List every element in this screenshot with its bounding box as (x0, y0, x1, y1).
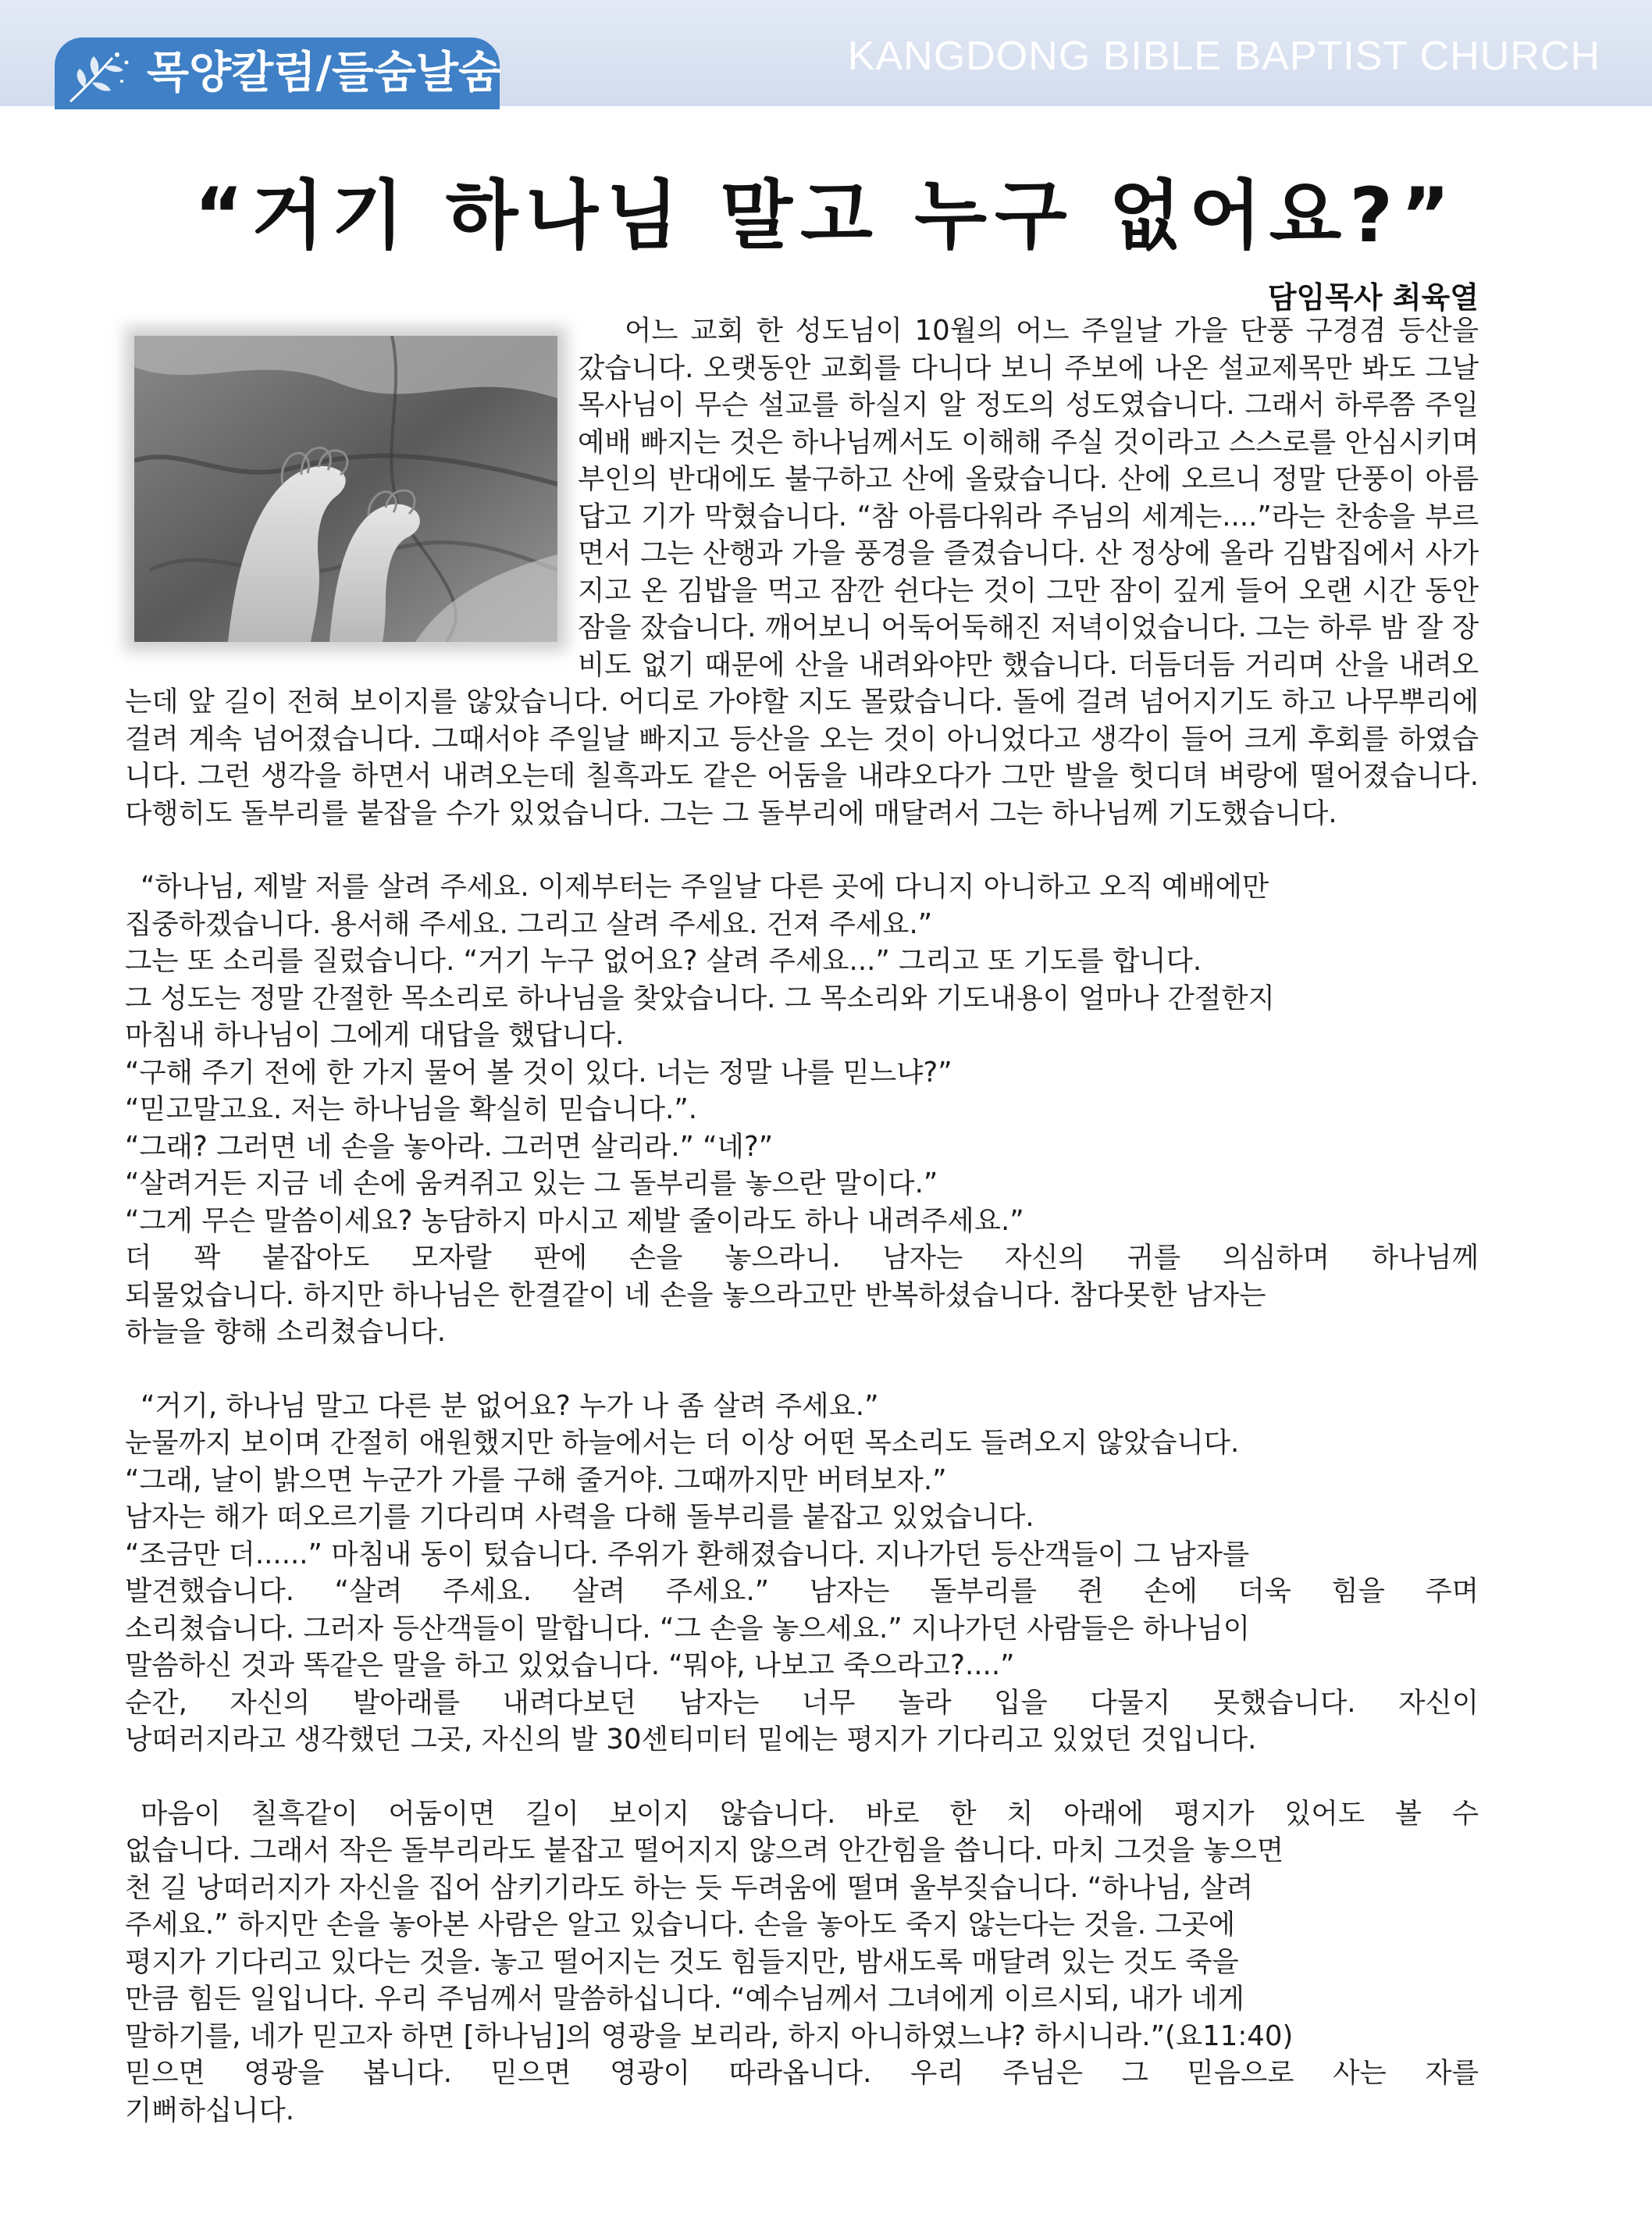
text-line: 말씀하신 것과 똑같은 말을 하고 있었습니다. “뭐야, 나보고 죽으라고?....” (125, 1649, 1015, 1681)
text-line: “하나님, 제발 저를 살려 주세요. 이제부터는 주일날 다른 곳에 다니지 아니하고 오직 예배에만 (141, 871, 1269, 903)
text-line: “거기, 하나님 말고 다른 분 없어요? 누가 나 좀 살려 주세요.” (141, 1389, 879, 1422)
text-line: “조금만 더......” 마침내 동이 텄습니다. 주위가 환해졌습니다. 지나가던 등산객들이 그 남자를 (125, 1538, 1250, 1570)
text-line: 순간, 자신의 발아래를 내려다보던 남자는 너무 놀라 입을 다물지 못했습니다. 자신이 (125, 1686, 1479, 1719)
section-label: 목양칼럼/들숨날숨 (147, 48, 501, 98)
text-line: 더 꽉 붙잡아도 모자랄 판에 손을 놓으라니. 남자는 자신의 귀를 의심하며 하나님께 (125, 1242, 1479, 1274)
text-line: 만큼 힘든 일입니다. 우리 주님께서 말씀하십니다. “예수님께서 그녀에게 이르시되, 내가 네게 (125, 1983, 1244, 2015)
dialogue-section (125, 868, 1479, 1351)
text-line: “그래, 날이 밝으면 누군가 가를 구해 줄거야. 그때까지만 버텨보자.” (125, 1463, 947, 1496)
text-line: 천 길 낭떠러지가 자신을 집어 삼키기라도 하는 듯 두려움에 떨며 울부짖습니다. “하나님, 살려 (125, 1871, 1254, 1904)
text-line: 평지가 기다리고 있다는 것을. 놓고 떨어지는 것도 힘들지만, 밤새도록 매달려 있는 것도 죽을 (125, 1945, 1239, 1978)
text-line: 되물었습니다. 하지만 하나님은 한결같이 네 손을 놓으라고만 반복하셨습니다. 참다못한 남자는 (125, 1278, 1266, 1311)
text-line: 하늘을 향해 소리쳤습니다. (125, 1316, 447, 1348)
section-tab (55, 37, 500, 109)
text-line: 집중하겠습니다. 용서해 주세요. 그리고 살려 주세요. 건져 주세요.” (125, 907, 933, 940)
text-line: 기뻐하십니다. (125, 2094, 295, 2126)
text-line: “구해 주기 전에 한 가지 물어 볼 것이 있다. 너는 정말 나를 믿느냐?” (125, 1056, 952, 1089)
text-line: “살려거든 지금 네 손에 움켜쥐고 있는 그 돌부리를 놓으란 말이다.” (125, 1167, 938, 1199)
text-line: 소리쳤습니다. 그러자 등산객들이 말합니다. “그 손을 놓으세요.” 지나가던 사람들은 하나님이 (125, 1612, 1251, 1645)
text-line: 낭떠러지라고 생각했던 그곳, 자신의 발 30센티미터 밑에는 평지가 기다리고 있었던 것입니다. (125, 1723, 1257, 1756)
text-line: 눈물까지 보이며 간절히 애원했지만 하늘에서는 더 이상 어떤 목소리도 들려오지 않았습니다. (125, 1427, 1240, 1459)
text-line: 발견했습니다. “살려 주세요. 살려 주세요.” 남자는 돌부리를 쥔 손에 더욱 힘을 주며 (125, 1575, 1479, 1607)
photo-wrap-space (125, 312, 578, 650)
text-line: 남자는 해가 떠오르기를 기다리며 사력을 다해 돌부리를 붙잡고 있었습니다. (125, 1501, 1034, 1533)
article-body (125, 312, 1479, 2129)
text-line: 말하기를, 네가 믿고자 하면 [하나님]의 영광을 보리라, 하지 아니하였느냐? 하시니라.”(요11:40) (125, 2019, 1294, 2052)
text-line: 없습니다. 그래서 작은 돌부리라도 붙잡고 떨어지지 않으려 안간힘을 씁니다. 마치 그것을 놓으면 (125, 1834, 1284, 1866)
text-line: “그게 무슨 말씀이세요? 농담하지 마시고 제발 줄이라도 하나 내려주세요.” (125, 1204, 1024, 1237)
church-name: KANGDONG BIBLE BAPTIST CHURCH (847, 34, 1600, 79)
text-line: 마음이 칠흑같이 어둠이면 길이 보이지 않습니다. 바로 한 치 아래에 평지가 있어도 볼 수 (141, 1797, 1479, 1830)
outcome-section (125, 1388, 1479, 1759)
text-line: 그는 또 소리를 질렀습니다. “거기 누구 없어요? 살려 주세요...” 그리고 또 기도를 합니다. (125, 945, 1202, 977)
text-line: 믿으면 영광을 봅니다. 믿으면 영광이 따라옵니다. 우리 주님은 그 믿음으로 사는 자를 (125, 2057, 1479, 2089)
article-title: “거기 하나님 말고 누구 없어요?” (194, 172, 1458, 259)
text-line: “그래? 그러면 네 손을 놓아라. 그러면 살리라.” “네?” (125, 1130, 774, 1163)
text-line: 그 성도는 정말 간절한 목소리로 하나님을 찾았습니다. 그 목소리와 기도내용이 얼마나 간절한지 (125, 982, 1275, 1014)
conclusion-section (125, 1795, 1479, 2130)
text-line: 주세요.” 하지만 손을 놓아본 사람은 알고 있습니다. 손을 놓아도 죽지 않는다는 것을. 그곳에 (125, 1909, 1236, 1941)
leaf-sprig-icon (66, 47, 136, 106)
text-line: 마침내 하나님이 그에게 대답을 했답니다. (125, 1019, 625, 1051)
text-line: “믿고말고요. 저는 하나님을 확실히 믿습니다.”. (125, 1093, 698, 1125)
author-byline: 담임목사 최육열 (1267, 280, 1479, 315)
intro-text: 어느 교회 한 성도님이 10월의 어느 주일날 가을 단풍 구경겸 등산을 갔습니다. 오랫동안 교회를 다니다 보니 주보에 나온 설교제목만 봐도 그날 목사님이 무슨 설교를 하실지 알 정도의 성도였습니다. 그래서 하루쯤 주일예배 빠지는 것은 하나님께서도 이해해 주실 것이라고 스스로를 안심시키며 부인의 반대에도 불구하고 산에 올랐습니다. 산에 오르니 정말 단풍이 아름답고 기가 막혔습니다. “참 아름다워라 주님의 세계는....”라는 찬송을 부르면서 그는 산행과 가을 풍경을 즐겼습니다. 산 정상에 올라 김밥집에서 사가지고 온 김밥을 먹고 잠깐 쉰다는 것이 그만 잠이 깊게 들어 오랜 시간 동안 잠을 잤습니다. 깨어보니 어둑어둑해진 저녁이었습니다. 그는 하루 밤 잘 장비도 없기 때문에 산을 내려와야만 했습니다. 더듬더듬 거리며 산을 내려오는데 앞 길이 전혀 보이지를 않았습니다. 어디로 가야할 지도 몰랐습니다. 돌에 걸려 넘어지기도 하고 나무뿌리에 걸려 계속 넘어졌습니다. 그때서야 주일날 빠지고 등산을 오는 것이 아니었다고 생각이 들어 크게 후회를 하였습니다. 그런 생각을 하면서 내려오는데 칠흑과도 같은 어둠을 내랴오다가 그만 발을 헛디뎌 벼랑에 떨어졌습니다. 다행히도 돌부리를 붙잡을 수가 있었습니다. 그는 그 돌부리에 매달려서 그는 하나님께 기도했습니다. (125, 315, 1479, 829)
